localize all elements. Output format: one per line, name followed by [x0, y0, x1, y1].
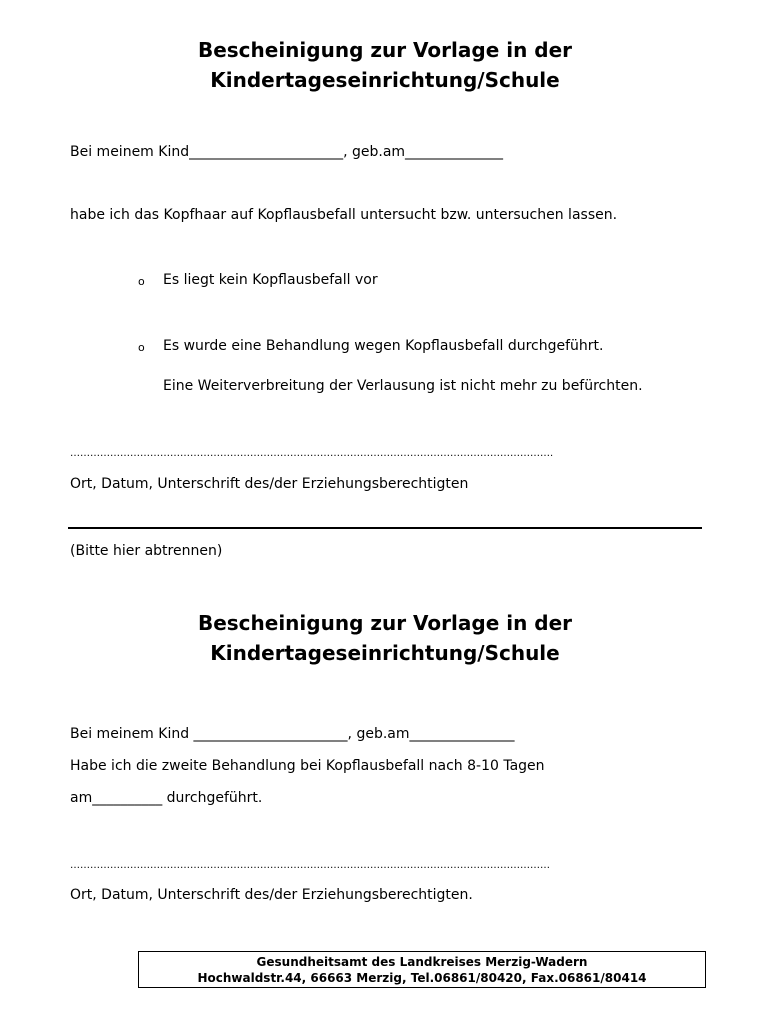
- option1-radio-icon[interactable]: o: [138, 275, 145, 288]
- option1-label: Es liegt kein Kopflausbefall vor: [163, 272, 378, 288]
- section2-signature-caption: Ort, Datum, Unterschrift des/der Erziehungsberechtigten.: [70, 887, 473, 903]
- option2-continuation: Eine Weiterverbreitung der Verlausung ist nicht mehr zu befürchten.: [163, 378, 643, 394]
- section2-treatment-line: Habe ich die zweite Behandlung bei Kopflausbefall nach 8-10 Tagen: [70, 758, 545, 774]
- section1-statement: habe ich das Kopfhaar auf Kopflausbefall untersucht bzw. untersuchen lassen.: [70, 207, 618, 223]
- cut-note: (Bitte hier abtrennen): [70, 543, 223, 559]
- section2-title-line1: Bescheinigung zur Vorlage in der: [197, 611, 573, 635]
- section2-child-line: Bei meinem Kind ______________________, geb.am_______________: [70, 726, 515, 742]
- option2-radio-icon[interactable]: o: [138, 341, 145, 354]
- section2-date-line: am__________ durchgeführt.: [70, 790, 263, 806]
- footer-address-box: [138, 951, 706, 988]
- footer-line1: Gesundheitsamt des Landkreises Merzig-Wadern: [256, 955, 588, 969]
- section1-title-line2: Kindertageseinrichtung/Schule: [210, 68, 560, 92]
- section2-signature-dots: ………………………………………………………………………………………………………………………………: [70, 860, 550, 871]
- footer-line2: Hochwaldstr.44, 66663 Merzig, Tel.06861/80420, Fax.06861/80414: [197, 971, 647, 985]
- section2-title-line2: Kindertageseinrichtung/Schule: [210, 641, 560, 665]
- section1-signature-dots: ……………………………………………………………………………………………………………………………….: [70, 448, 554, 459]
- option2-label: Es wurde eine Behandlung wegen Kopflausbefall durchgeführt.: [163, 338, 604, 354]
- section1-title-line1: Bescheinigung zur Vorlage in der: [197, 38, 573, 62]
- section1-signature-caption: Ort, Datum, Unterschrift des/der Erziehungsberechtigten: [70, 476, 469, 492]
- section1-child-line: Bei meinem Kind______________________, geb.am______________: [70, 144, 504, 160]
- cut-line-divider: [68, 527, 702, 529]
